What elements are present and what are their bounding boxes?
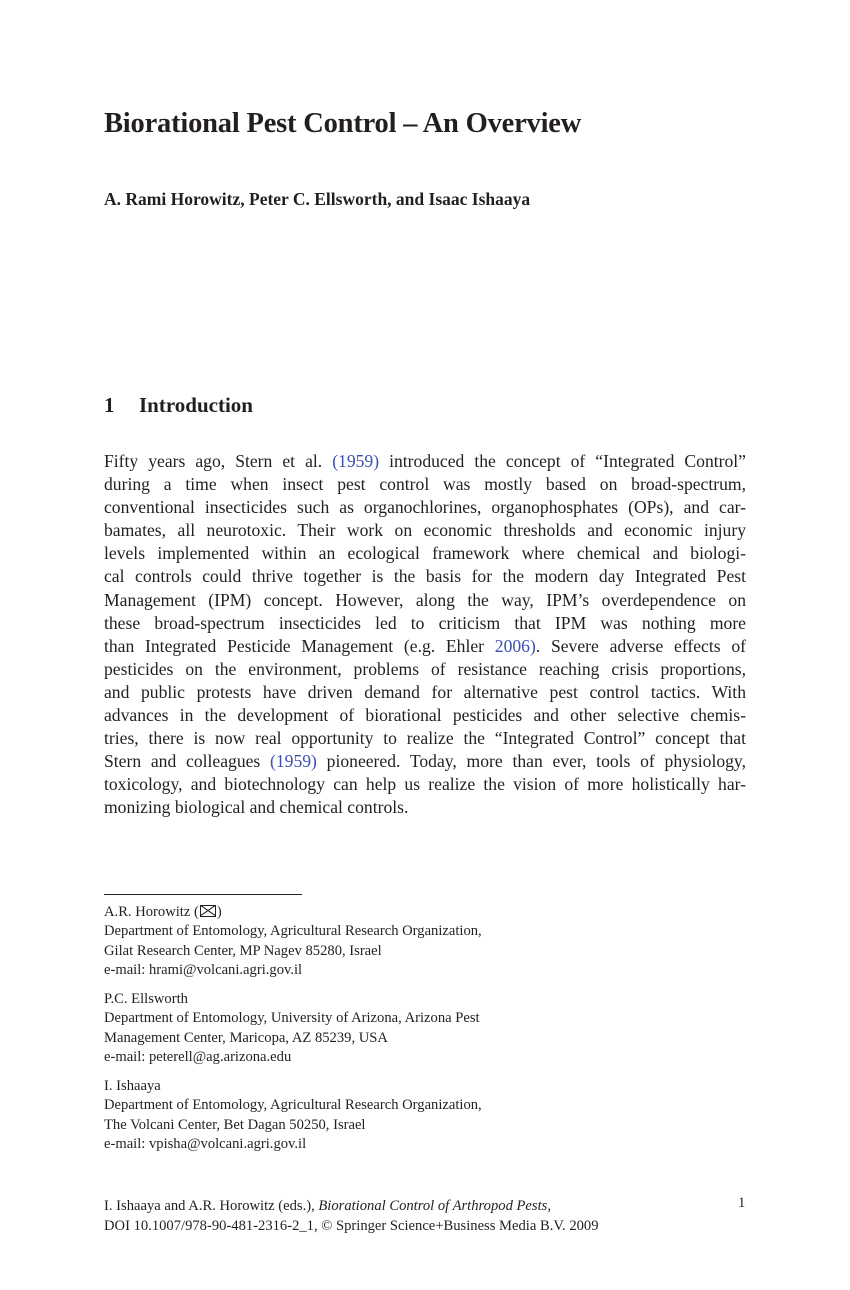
section-title: Introduction — [139, 393, 253, 417]
book-title: Biorational Control of Arthropod Pests, — [318, 1198, 551, 1214]
paragraph-line: bamates, all neurotoxic. Their work on economic thresholds and economic injury — [104, 520, 746, 541]
paragraph-line: toxicology, and biotechnology can help us realize the vision of more holistically har- — [104, 774, 746, 795]
envelope-icon — [200, 905, 216, 917]
paragraph-line: Management (IPM) concept. However, along the way, IPM’s overdependence on — [104, 589, 746, 610]
paragraph-line: pesticides on the environment, problems of resistance reaching crisis proportions, — [104, 658, 746, 679]
paragraph-line: than Integrated Pesticide Management (e.g. Ehler 2006). Severe adverse effects of — [104, 635, 746, 656]
section-heading — [104, 393, 253, 418]
paragraph-line: during a time when insect pest control was mostly based on broad-spectrum, — [104, 474, 746, 495]
email-link[interactable]: e-mail: hrami@volcani.agri.gov.il — [104, 962, 303, 979]
footnote-divider — [104, 894, 302, 895]
page-number: 1 — [738, 1195, 746, 1211]
body-paragraph — [104, 450, 746, 820]
citation-link[interactable]: 2006) — [494, 635, 536, 656]
paragraph-line: and public protests have driven demand for alternative pest control tactics. With — [104, 681, 746, 702]
page-footer: I. Ishaaya and A.R. Horowitz (eds.), Biorational Control of Arthropod Pests, DOI 10.1007/978-90-481-2316-2_1, © Springer Science+Business Media B.V. 2009 — [104, 1198, 599, 1234]
paragraph-line: advances in the development of biorational pesticides and other selective chemis- — [104, 705, 746, 726]
paragraph-line: tries, there is now real opportunity to realize the “Integrated Control” concept that — [104, 728, 746, 749]
paragraph-line: these broad-spectrum insecticides led to criticism that IPM was nothing more — [104, 612, 746, 633]
email-link[interactable]: e-mail: vpisha@volcani.agri.gov.il — [104, 1136, 307, 1153]
paper-title: Biorational Pest Control – An Overview — [104, 108, 582, 139]
doi-line: DOI 10.1007/978-90-481-2316-2_1, © Springer Science+Business Media B.V. 2009 — [104, 1218, 599, 1234]
citation-link[interactable]: (1959) — [270, 751, 317, 772]
section-number: 1 — [104, 393, 115, 417]
affiliation-ellsworth: P.C. Ellsworth Department of Entomology, University of Arizona, Arizona Pest Management Center, Maricopa, AZ 85239, USA e-mail: peterell@ag.arizona.edu — [104, 990, 480, 1068]
paragraph-line: monizing biological and chemical controls. — [104, 797, 409, 818]
citation-link[interactable]: (1959) — [332, 451, 380, 471]
paragraph-line: conventional insecticides such as organochlorines, organophosphates (OPs), and car- — [104, 497, 746, 518]
paragraph-line: levels implemented within an ecological framework where chemical and biologi- — [104, 543, 746, 564]
paragraph-line: Fifty years ago, Stern et al. (1959) introduced the concept of “Integrated Control” — [104, 451, 746, 471]
author-list: A. Rami Horowitz, Peter C. Ellsworth, and Isaac Ishaaya — [104, 189, 531, 209]
affiliation-ishaaya: I. Ishaaya Department of Entomology, Agricultural Research Organization, The Volcani Center, Bet Dagan 50250, Israel e-mail: vpisha@volcani.agri.gov.il — [104, 1077, 482, 1155]
email-link[interactable]: e-mail: peterell@ag.arizona.edu — [104, 1049, 292, 1066]
affiliation-horowitz: A.R. Horowitz ( ) Department of Entomology, Agricultural Research Organization, Gilat Research Center, MP Nagev 85280, Israel e-mail: hrami@volcani.agri.gov.il — [104, 903, 482, 981]
paragraph-line: cal controls could thrive together is the basis for the modern day Integrated Pest — [104, 566, 746, 587]
paragraph-line: Stern and colleagues (1959) pioneered. Today, more than ever, tools of physiology, — [104, 751, 746, 772]
